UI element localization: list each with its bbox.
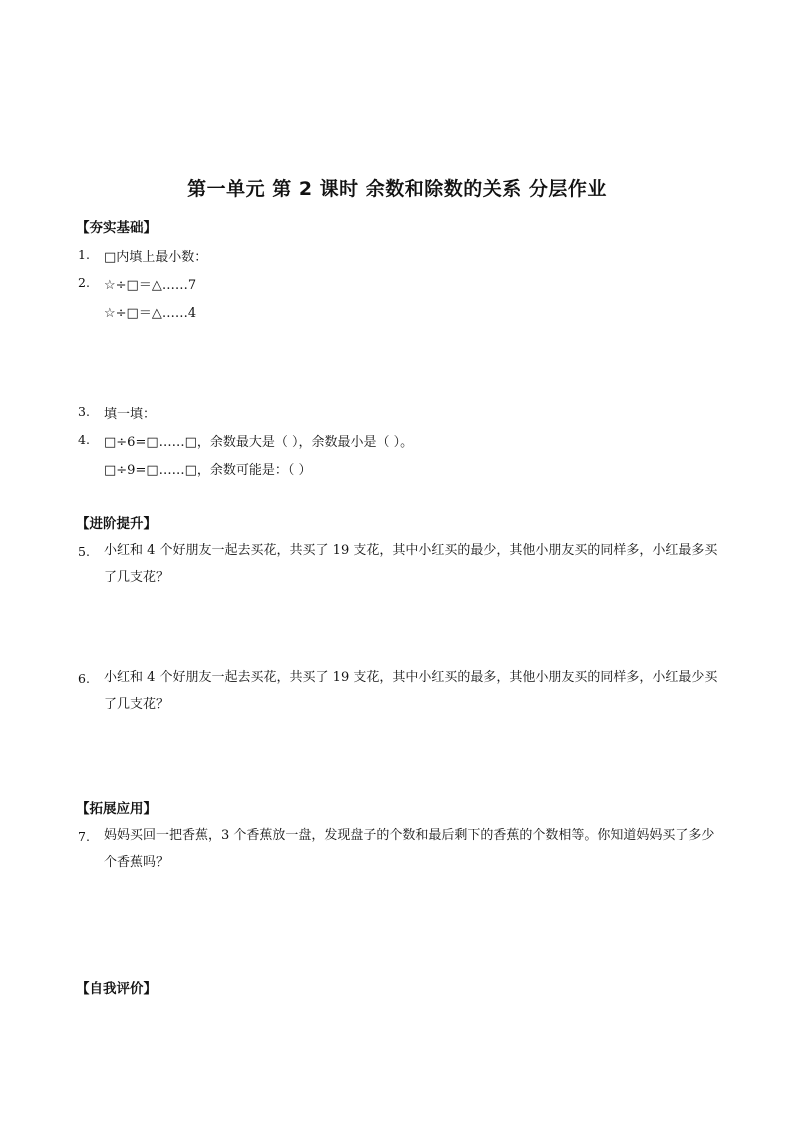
q3-text: 填一填：	[104, 407, 157, 422]
q2-line1: ☆÷□＝△……7	[104, 278, 197, 293]
q1-text: □内填上最小数：	[104, 250, 208, 265]
q3-number: 3.	[78, 404, 90, 419]
q5-text: 小红和 4 个好朋友一起去买花，共买了 19 支花，其中小红买的最少，其他小朋友买的同样多，小红最多买了几支花？	[104, 543, 718, 585]
q7-text: 妈妈买回一把香蕉，3 个香蕉放一盘，发现盘子的个数和最后剩下的香蕉的个数相等。你知道妈妈买了多少个香蕉吗？	[104, 828, 715, 870]
section-extended-heading: 【拓展应用】	[76, 801, 157, 817]
page-title: 第一单元 第 2 课时 余数和除数的关系 分层作业	[187, 178, 607, 200]
q2-number: 2.	[78, 275, 90, 290]
section-advanced-heading: 【进阶提升】	[76, 516, 157, 532]
section-self-heading: 【自我评价】	[76, 981, 157, 997]
section-basic-heading: 【夯实基础】	[76, 220, 157, 236]
q1-number: 1.	[78, 247, 90, 262]
q4-line2: □÷9=□……□，余数可能是：（ ）	[104, 463, 312, 478]
q6-text: 小红和 4 个好朋友一起去买花，共买了 19 支花，其中小红买的最多，其他小朋友买的同样多，小红最少买了几支花？	[104, 670, 718, 712]
q6-number: 6.	[78, 671, 90, 686]
q5-number: 5.	[78, 544, 90, 559]
q2-line2: ☆÷□＝△……4	[104, 306, 197, 321]
q4-line1: □÷6=□……□，余数最大是（ ），余数最小是（ ）。	[104, 435, 414, 450]
q7-number: 7.	[78, 829, 90, 844]
q4-number: 4.	[78, 432, 90, 447]
